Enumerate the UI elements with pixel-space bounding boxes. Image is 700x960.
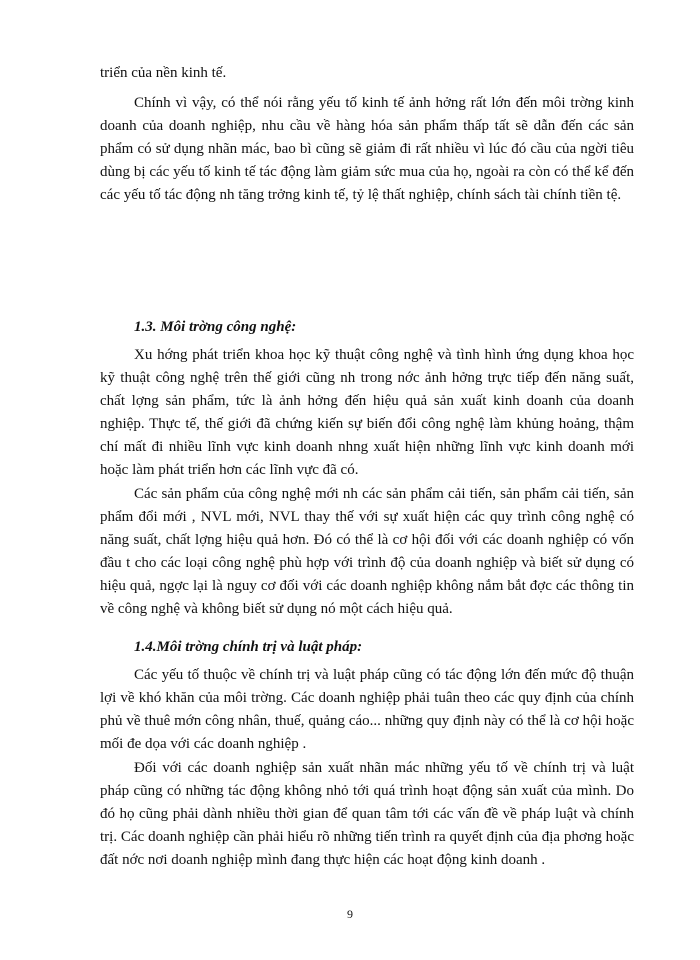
paragraph-economic-factors: Chính vì vậy, có thể nói rằng yếu tố kinh tế ảnh hởng rất lớn đến môi trờng kinh doanh của doanh nghiệp, nhu cầu về hàng hóa sản phẩm thấp tất sẽ dẫn đến các sản phẩm có sử dụng nhãn mác, bao bì cũng sẽ giảm đi rất nhiều vì lúc đó cầu của ngời tiêu dùng bị các yếu tố kinh tế tác động làm giảm sức mua của họ, ngoài ra còn có thể kể đến các yếu tố tác động nh tăng trởng kinh tế, tỷ lệ thất nghiệp, chính sách tài chính tiền tệ. [100,95,634,203]
section-heading-politics-law: 1.4.Môi trờng chính trị và luật pháp: [134,639,363,655]
paragraph-continuation: triển của nền kinh tế. [100,65,227,81]
paragraph-technology-trends: Xu hớng phát triển khoa học kỹ thuật công nghệ và tình hình ứng dụng khoa học kỹ thuật công nghệ trên thế giới cũng nh trong nớc ảnh hởng trực tiếp đến năng suất, chất lợng sản phẩm, tức là ảnh hởng đến hiệu quả sản xuất kinh doanh của doanh nghiệp. Thực tế, thế giới đã chứng kiến sự biến đổi công nghệ làm khủng hoảng, thậm chí mất đi nhiều lĩnh vực kinh doanh nhng xuất hiện những lĩnh vực kinh doanh mới hoặc làm phát triển hơn các lĩnh vực đã có. [100,347,634,478]
paragraph-new-technology-products: Các sản phẩm của công nghệ mới nh các sản phẩm cải tiến, sản phẩm cải tiến, sản phẩm đổi mới , NVL mới, NVL thay thế với sự xuất hiện các quy trình công nghệ có năng suất, chất lợng hiệu quả hơn. Đó có thể là cơ hội đối với các doanh nghiệp có vốn đầu t cho các loại công nghệ phù hợp với trình độ của doanh nghiệp và biết sử dụng có hiệu quả, ngợc lại là nguy cơ đối với các doanh nghiệp không nắm bắt đợc các thông tin về công nghệ và không biết sử dụng nó một cách hiệu quả. [100,486,634,617]
paragraph-politics-law-factors: Các yếu tố thuộc về chính trị và luật pháp cũng có tác động lớn đến mức độ thuận lợi về khó khăn của môi trờng. Các doanh nghiệp phải tuân theo các quy định của chính phủ về thuê mớn công nhân, thuế, quảng cáo... những quy định này có thể là cơ hội hoặc mối đe dọa với các doanh nghiệp . [100,667,634,752]
section-heading-technology: 1.3. Môi trờng công nghệ: [134,319,297,335]
paragraph-label-producers: Đối với các doanh nghiệp sản xuất nhãn mác những yếu tố về chính trị và luật pháp cũng có những tác động không nhỏ tới quá trình hoạt động sản xuất của mình. Do đó họ cũng phải dành nhiều thời gian để quan tâm tới các vấn đề về pháp luật và chính trị. Các doanh nghiệp cần phải hiểu rõ những tiến trình ra quyết định của địa phơng hoặc đất nớc nơi doanh nghiệp mình đang thực hiện các hoạt động kinh doanh . [100,760,634,868]
page-number: 9 [347,907,353,921]
